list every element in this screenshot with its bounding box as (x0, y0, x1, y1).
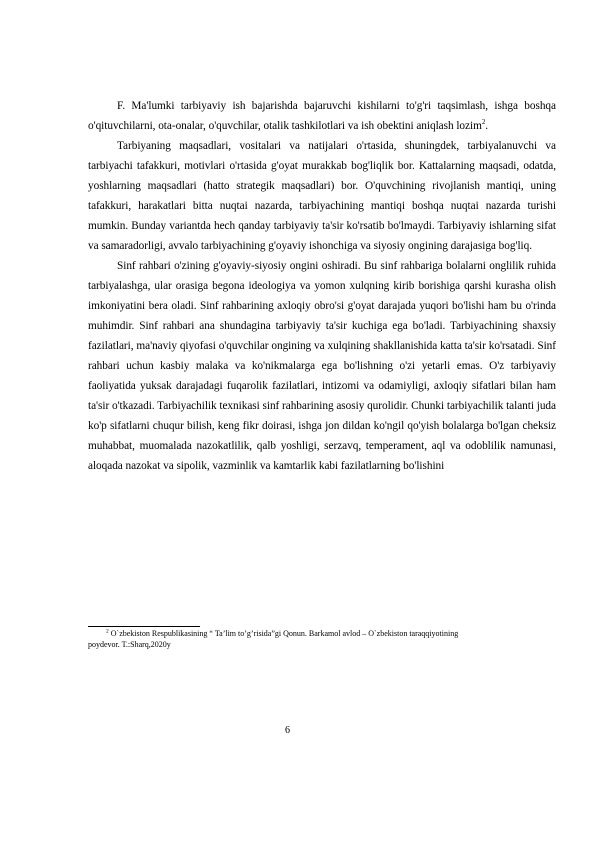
paragraph-1-text: F. Ma'lumki tarbiyaviy ish bajarishda bajaruvchi kishilarni to'g'ri taqsimlash, ishga boshqa o'qituvchilarni, ota-onalar, o'quvchilar, otalik tashkilotlari va ish obektini aniqlash lozim (88, 100, 556, 132)
page-number: 6 (285, 725, 290, 736)
paragraph-2: Tarbiyaning maqsadlari, vositalari va natijalari o'rtasida, shuningdek, tarbiyalanuvchi va tarbiyachi tafakkuri, motivlari o'rtasida g'oyat murakkab bog'liqlik bor. Kattalarning maqsadi, odatda, yoshlarning maqsadlari (hatto strategik maqsadlari) bor. O'quvchining rivojlanish mantiqi, uning tafakkuri, harakatlari bitta nuqtai nazarda, tarbiyachining mantiqi boshqa nuqtai nazarda turishi mumkin. Bunday variantda hech qanday tarbiyaviy ta'sir ko'rsatib bo'lmaydi. Tarbiyaviy ishlarning sifat va samaradorligi, avvalo tarbiyachining g'oyaviy ishonchiga va siyosiy ongining darajasiga bog'liq. (88, 140, 556, 252)
body-text (88, 96, 556, 476)
footnote-number: 2 (106, 628, 109, 635)
paragraph-1 (88, 96, 556, 136)
footnote-text-2: poydevor. T.:Sharq,2020y (88, 640, 171, 649)
footnote (88, 628, 556, 650)
footnote-text-1: O`zbekiston Respublikasining “ Ta’lim to’g’risida”gi Qonun. Barkamol avlod – O`zbekiston taraqqiyotining (110, 629, 459, 638)
paragraph-3: Sinf rahbari o'zining g'oyaviy-siyosiy ongini oshiradi. Bu sinf rahbariga bolalarni onglilik ruhida tarbiyalashga, ular orasiga begona ideologiya va yomon xulqning kirib borishiga qarshi kurasha olish imkoniyatini bera oladi. Sinf rahbarining axloqiy obro'si g'oyat darajada yuqori bo'lishi ham bu o'rinda muhimdir. Sinf rahbari ana shundagina tarbiyaviy ta'sir kuchiga ega bo'ladi. Tarbiyachining shaxsiy fazilatlari, ma'naviy qiyofasi o'quvchilar ongining va xulqining shakllanishida katta ta'sir ko'rsatadi. Sinf rahbari uchun kasbiy malaka va ko'nikmalarga ega bo'lishning o'zi yetarli emas. O'z tarbiyaviy faoliyatida yuksak darajadagi fuqarolik fazilatlari, intizomi va odamiyligi, axloqiy sifatlari bilan ham ta'sir o'tkazadi. Tarbiyachilik texnikasi sinf rahbarining asosiy qurolidir. Chunki tarbiyachilik talanti juda ko'p sifatlarni chuqur bilish, keng fikr doirasi, ishga jon dildan ko'ngil qo'yish bolalarga bo'lgan cheksiz muhabbat, muomalada nazokatlilik, qalb yoshligi, serzavq, temperament, aql va odoblilik namunasi, aloqada nazokat va sipolik, vazminlik va kamtarlik kabi fazilatlarning bo'lishini (88, 260, 556, 472)
paragraph-1-tail: . (485, 120, 489, 132)
footnote-separator (88, 626, 200, 627)
footnote-reference[interactable]: 2 (481, 118, 486, 127)
footnote-line-1 (88, 628, 556, 639)
